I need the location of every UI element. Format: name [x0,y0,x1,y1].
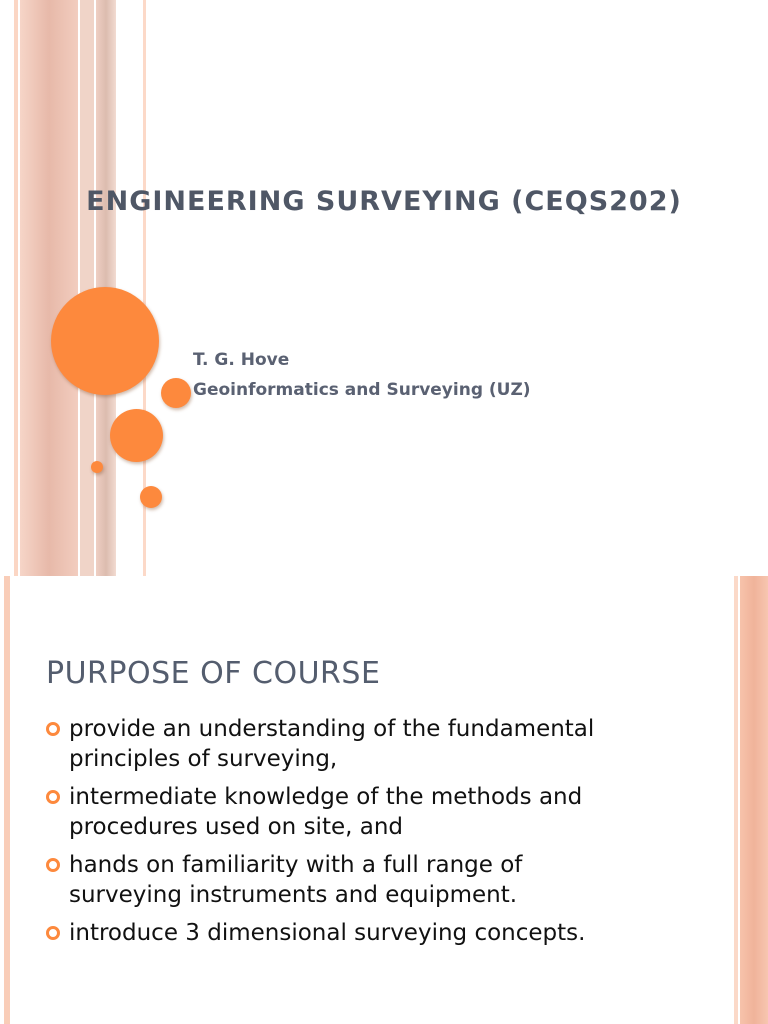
bullet-ring-icon [46,790,60,804]
bullet-ring-icon [46,858,60,872]
bullet-list [46,714,686,956]
bullet-text: intermediate knowledge of the methods and [69,784,583,810]
department-name: Geoinformatics and Surveying (UZ) [193,380,531,400]
bullet-ring-icon [46,926,60,940]
decor-circle-large [51,287,159,395]
slide-title: ENGINEERING SURVEYING (CEQS202) [86,186,682,217]
author-name: T. G. Hove [193,350,290,370]
section-title: PURPOSE OF COURSE [46,656,381,691]
decor-circle [110,409,163,462]
list-item [46,714,686,774]
bullet-text: introduce 3 dimensional surveying concepts. [69,920,586,946]
list-item [46,850,686,910]
decor-circle [140,486,162,508]
bullet-text: principles of surveying, [69,746,338,772]
decor-circle-small [91,461,103,473]
decor-stripe [4,576,10,1024]
list-item [46,782,686,842]
bullet-text: procedures used on site, and [69,814,404,840]
bullet-text: hands on familiarity with a full range of [69,852,523,878]
bullet-text: provide an understanding of the fundamental [69,716,595,742]
decor-stripe [734,576,738,1024]
decor-stripe [740,576,768,1024]
decor-circle [161,378,191,408]
bullet-ring-icon [46,722,60,736]
decor-stripe [14,0,18,576]
decor-stripe [20,0,78,576]
list-item [46,918,686,948]
bullet-text: surveying instruments and equipment. [69,882,518,908]
